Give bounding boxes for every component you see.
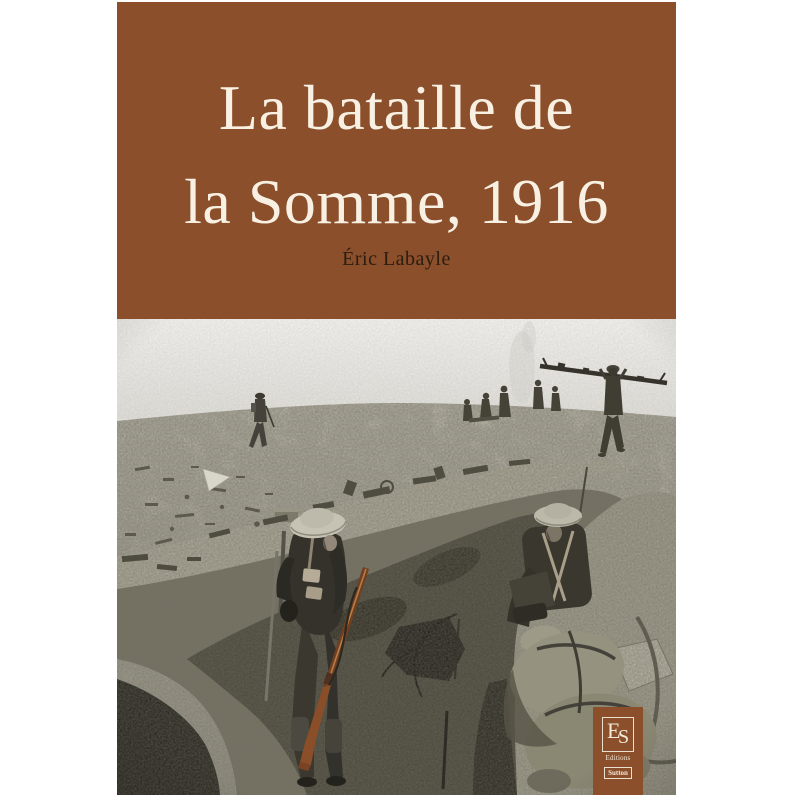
- book-title-line-1: La bataille de: [218, 72, 575, 143]
- book-cover: [117, 2, 676, 795]
- publisher-name-editions: Editions: [605, 754, 631, 762]
- cover-photo: [117, 319, 676, 795]
- publisher-logo: [593, 707, 643, 795]
- monogram-letter-e: E: [607, 718, 621, 743]
- book-title: [117, 61, 676, 249]
- publisher-monogram: [602, 717, 634, 752]
- book-title-line-2: la Somme, 1916: [184, 166, 609, 237]
- title-panel: [117, 2, 676, 319]
- publisher-name-sutton: Sutton: [604, 767, 632, 779]
- author-name: Éric Labayle: [342, 248, 451, 270]
- monogram-letter-s: S: [618, 726, 630, 748]
